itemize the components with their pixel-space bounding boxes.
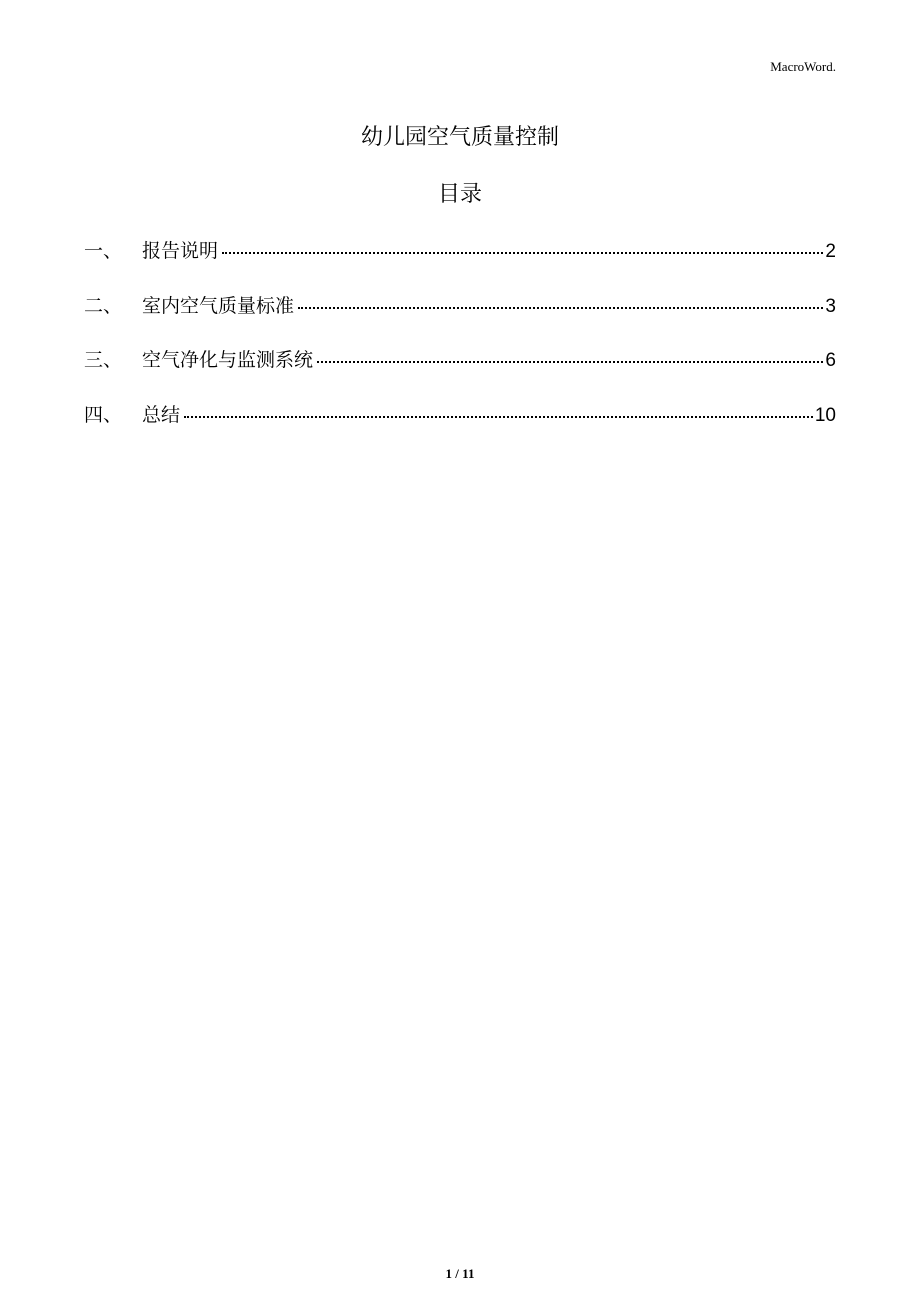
toc-dot-leader [298,292,823,312]
table-of-contents [84,232,836,450]
toc-entry-label: 总结 [142,403,181,426]
toc-entry-air-purification-monitoring[interactable] [84,341,836,379]
toc-entry-indoor-air-quality-standards[interactable] [84,287,836,325]
toc-dot-leader [222,237,823,257]
page-number: 1 / 11 [445,1266,475,1281]
toc-entry-page: 6 [825,350,836,371]
toc-entry-number: 三、 [84,349,123,371]
toc-entry-page: 10 [814,404,836,426]
toc-entry-page: 2 [825,241,836,262]
toc-dot-leader [184,401,813,421]
header-brand: MacroWord. [770,59,836,74]
document-title: 幼儿园空气质量控制 [360,125,559,150]
toc-entry-label: 空气净化与监测系统 [142,349,314,371]
toc-entry-report-description[interactable] [84,232,836,270]
toc-entry-label: 报告说明 [142,240,219,262]
toc-dot-leader [317,346,823,366]
toc-heading: 目录 [437,182,482,207]
toc-entry-number: 四、 [84,403,123,426]
toc-entry-number: 二、 [84,294,123,317]
toc-entry-page: 3 [825,295,836,317]
toc-entry-label: 室内空气质量标准 [142,294,295,317]
toc-entry-number: 一、 [84,240,123,262]
toc-entry-summary[interactable] [84,396,836,434]
